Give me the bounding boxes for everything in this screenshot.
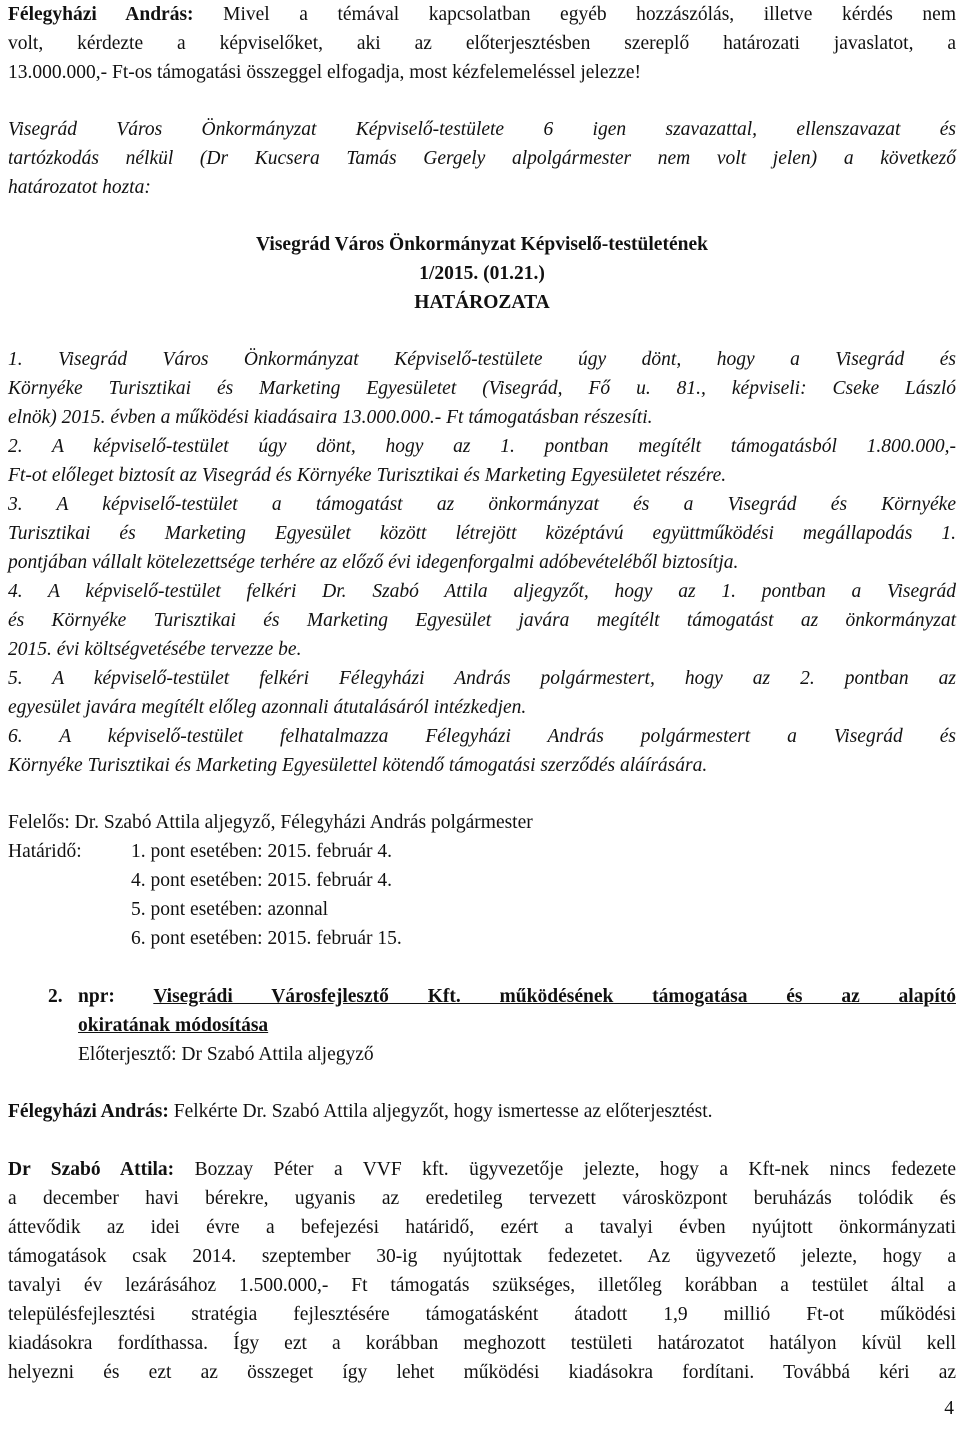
- speaker-name: Félegyházi András:: [8, 4, 194, 25]
- deadline-entry: 1. pont esetében: 2015. február 4.: [131, 841, 393, 862]
- intro-line-2: volt, kérdezte a képviselőket, aki az előterjesztésben szereplő határozati javaslatot, a: [8, 33, 956, 54]
- deadline-entry: 4. pont esetében: 2015. február 4.: [131, 870, 393, 891]
- resolution-item-6: 6. A képviselő-testület felhatalmazza Félegyházi András polgármestert a Visegrád és Környéke Turisztikai és Marketing Egyesülettel kötendő támogatási szerződés aláírására.: [8, 726, 956, 776]
- szabo-paragraph: Dr Szabó Attila: Bozzay Péter a VVF kft. ügyvezetője jelezte, hogy a Kft-nek nincs fedezete a december havi bérekre, ugyanis az eredetileg tervezett városközpont beruházás tolódik és áttevődik az idei évre a befejezési határidő, ezért a tavalyi évben nyújtott önkormányzati támogatások csak 2014. szeptember 30-ig nyújtottak fedezetet. Az ügyvezető jelezte, hogy a tavalyi év lezárásához 1.500.000,- Ft támogatás szükséges, illetőleg korábban a testület által a településfejlesztési stratégia fejlesztésére támogatásként átadott 1,9 millió Ft-ot működési kiadásokra fordíthassa. Így ezt a korábban meghozott testületi határozatot hatályon kívül kell helyezni és ezt az összeget így lehet működési kiadásokra fordítani. Továbbá kéri az: [8, 1159, 956, 1383]
- agenda-title-line-2: okiratának módosítása: [78, 1015, 269, 1036]
- responsible-line: Felelős: Dr. Szabó Attila aljegyző, Félegyházi András polgármester: [8, 812, 533, 833]
- agenda-item: [8, 982, 956, 1072]
- vote-paragraph: [8, 115, 956, 202]
- resolution-label: HATÁROZATA: [414, 292, 550, 313]
- resolution-number: 1/2015. (01.21.): [419, 263, 545, 284]
- resolution-item-1: 1. Visegrád Város Önkormányzat Képviselő-testülete úgy dönt, hogy a Visegrád és Környéke Turisztikai és Marketing Egyesületet (Visegrád, Fő u. 81., képviseli: Cseke László elnök) 2015. évben a működési kiadásaira 13.000.000.- Ft támogatásban részesíti.: [8, 349, 956, 428]
- responsible-block: [8, 808, 956, 837]
- intro-line-1: Félegyházi András: Mivel a témával kapcsolatban egyéb hozzászólás, illetve kérdés nem: [8, 4, 957, 25]
- deadline-entries: [131, 837, 831, 953]
- resolution-item-5: 5. A képviselő-testület felkéri Félegyházi András polgármestert, hogy az 2. pontban az egyesület javára megítélt előleg azonnali átutalásáról intézkedjen.: [8, 668, 956, 718]
- deadline-entry: 6. pont esetében: 2015. február 15.: [131, 928, 402, 949]
- request-paragraph: Félegyházi András: Felkérte Dr. Szabó Attila aljegyzőt, hogy ismertesse az előterjesztést.: [8, 1101, 713, 1122]
- resolution-item-3: 3. A képviselő-testület a támogatást az önkormányzat és a Visegrád és Környéke Turisztikai és Marketing Egyesület között létrejött középtávú együttműködési megállapodás 1. pontjában vállalt kötelezettsége terhére az előző évi idegenforgalmi adóbevételéből biztosítja.: [8, 494, 956, 573]
- deadline-entry: 5. pont esetében: azonnal: [131, 899, 329, 920]
- vote-line-3: határozatot hozta:: [8, 177, 151, 198]
- resolution-item-2: 2. A képviselő-testület úgy dönt, hogy az 1. pontban megítélt támogatásból 1.800.000,- Ft-ot előleget biztosít az Visegrád és Környéke Turisztikai és Marketing Egyesületet részére.: [8, 436, 956, 486]
- agenda-title-line-1: npr: Visegrádi Városfejlesztő Kft. működésének támogatása és az alapító: [78, 986, 956, 1007]
- resolution-body: Visegrád Város Önkormányzat Képviselő-testületének: [256, 234, 708, 255]
- resolution-items: [8, 345, 956, 780]
- vote-line-1: Visegrád Város Önkormányzat Képviselő-testülete 6 igen szavazattal, ellenszavazat és: [8, 119, 956, 140]
- intro-line-3: 13.000.000,- Ft-os támogatási összeggel elfogadja, most kézfelemeléssel jelezze!: [8, 62, 641, 83]
- page-number: 4: [944, 1398, 954, 1419]
- agenda-number: 2.: [48, 986, 63, 1007]
- deadline-label: Határidő:: [8, 841, 82, 862]
- resolution-item-4: 4. A képviselő-testület felkéri Dr. Szabó Attila aljegyzőt, hogy az 1. pontban a Visegrád és Környéke Turisztikai és Marketing Egyesület javára megítélt támogatást az önkormányzat 2015. évi költségvetésébe tervezze be.: [8, 581, 956, 660]
- speaker-name: Dr Szabó Attila:: [8, 1159, 175, 1180]
- resolution-header: [8, 230, 956, 317]
- vote-line-2: tartózkodás nélkül (Dr Kucsera Tamás Gergely alpolgármester nem volt jelen) a következő: [8, 148, 956, 169]
- agenda-presenter: Előterjesztő: Dr Szabó Attila aljegyző: [78, 1044, 374, 1065]
- intro-paragraph: [8, 0, 956, 87]
- speaker-name: Félegyházi András:: [8, 1101, 169, 1122]
